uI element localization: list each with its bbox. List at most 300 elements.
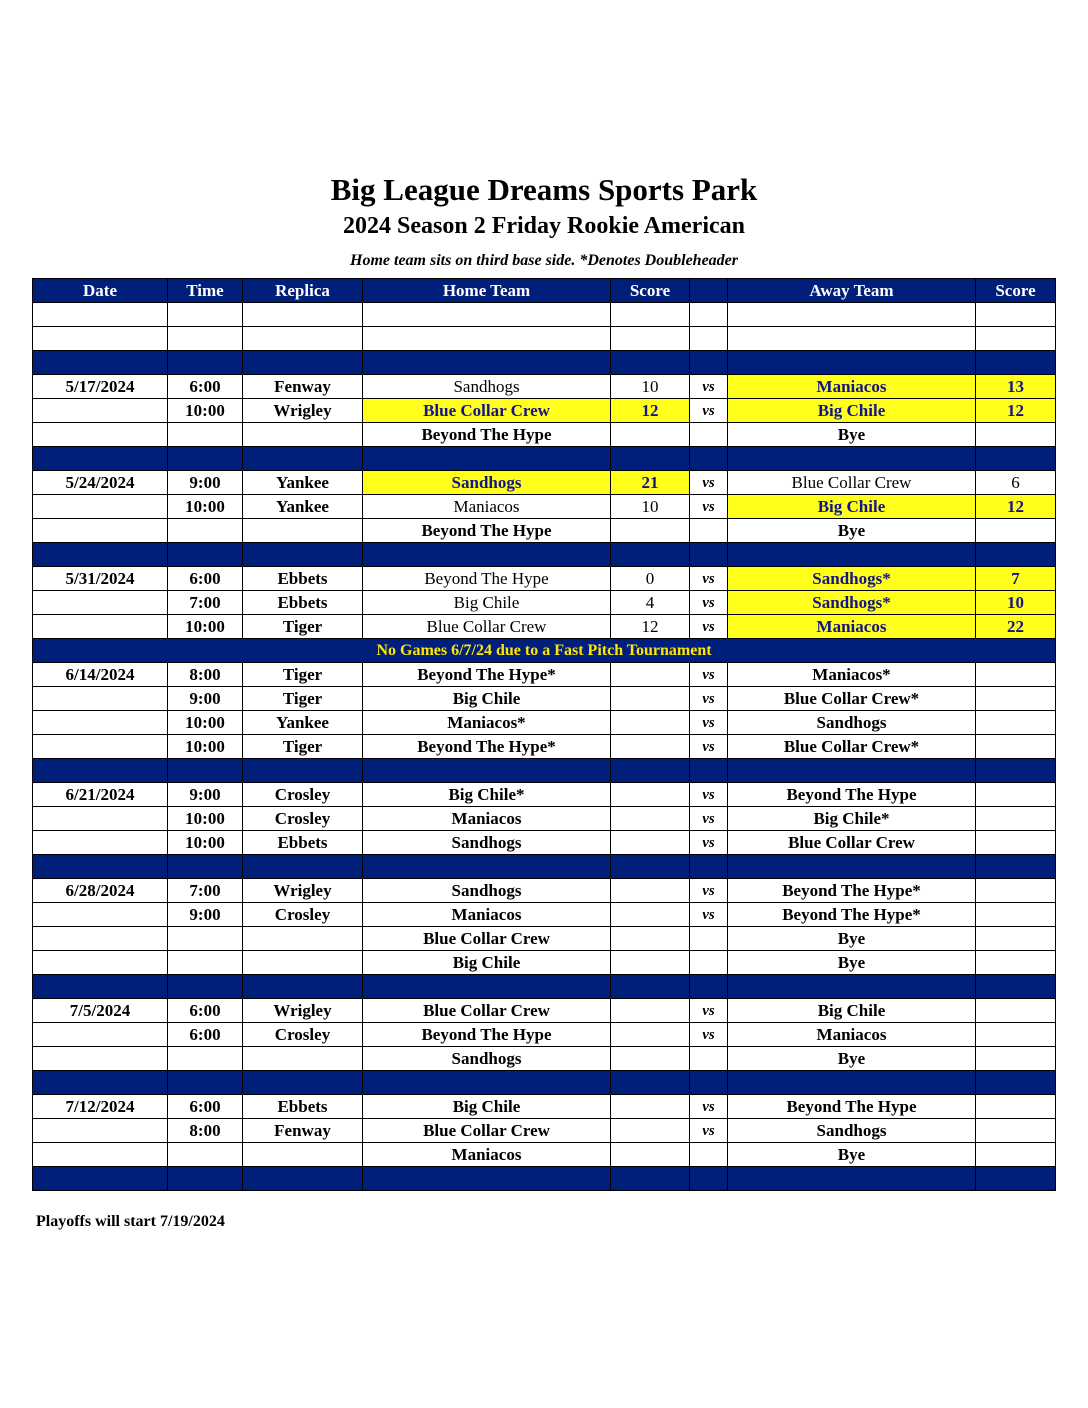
date-cell [33, 831, 168, 855]
vs-cell: vs [690, 903, 728, 927]
time-cell [168, 951, 243, 975]
home-team-cell: Big Chile [363, 591, 611, 615]
home-team-cell: Beyond The Hype [363, 519, 611, 543]
replica-cell: Fenway [243, 1119, 363, 1143]
separator-cell [243, 855, 363, 879]
vs-cell [690, 1143, 728, 1167]
separator-cell [611, 447, 690, 471]
home-team-cell: Big Chile [363, 687, 611, 711]
game-row [33, 1023, 1056, 1047]
away-team-cell: Big Chile [728, 495, 976, 519]
separator-cell [168, 1071, 243, 1095]
home-team-cell: Blue Collar Crew [363, 399, 611, 423]
blank-cell [611, 303, 690, 327]
separator-cell [243, 975, 363, 999]
home-score-cell: 10 [611, 375, 690, 399]
home-score-cell [611, 519, 690, 543]
home-score-cell: 0 [611, 567, 690, 591]
vs-cell: vs [690, 615, 728, 639]
separator-cell [33, 975, 168, 999]
away-score-cell [976, 927, 1056, 951]
blank-cell [690, 327, 728, 351]
separator-cell [976, 759, 1056, 783]
game-row [33, 1119, 1056, 1143]
vs-cell [690, 951, 728, 975]
vs-cell [690, 519, 728, 543]
home-score-cell [611, 807, 690, 831]
date-cell [33, 735, 168, 759]
separator-cell [728, 855, 976, 879]
away-score-cell [976, 951, 1056, 975]
game-row [33, 423, 1056, 447]
blank-row [33, 327, 1056, 351]
vs-cell: vs [690, 1119, 728, 1143]
notice-row [33, 639, 1056, 663]
separator-cell [690, 1167, 728, 1191]
separator-cell [690, 975, 728, 999]
home-team-cell: Sandhogs [363, 831, 611, 855]
home-score-cell [611, 711, 690, 735]
away-team-cell: Sandhogs* [728, 567, 976, 591]
separator-cell [690, 543, 728, 567]
game-row [33, 783, 1056, 807]
date-cell [33, 903, 168, 927]
replica-cell: Ebbets [243, 1095, 363, 1119]
header-row [33, 279, 1056, 303]
vs-cell [690, 1047, 728, 1071]
separator-cell [611, 1071, 690, 1095]
blank-cell [728, 327, 976, 351]
away-team-cell: Bye [728, 423, 976, 447]
home-team-cell: Sandhogs [363, 879, 611, 903]
away-team-cell: Blue Collar Crew* [728, 687, 976, 711]
replica-cell: Crosley [243, 807, 363, 831]
time-cell: 9:00 [168, 471, 243, 495]
away-team-cell: Sandhogs* [728, 591, 976, 615]
away-score-cell: 7 [976, 567, 1056, 591]
vs-cell: vs [690, 375, 728, 399]
date-cell [33, 423, 168, 447]
separator-cell [611, 543, 690, 567]
vs-cell: vs [690, 495, 728, 519]
away-score-cell [976, 1095, 1056, 1119]
date-cell: 5/17/2024 [33, 375, 168, 399]
game-row [33, 1143, 1056, 1167]
home-team-cell: Sandhogs [363, 375, 611, 399]
home-team-cell: Maniacos [363, 807, 611, 831]
time-cell: 7:00 [168, 591, 243, 615]
home-score-cell: 4 [611, 591, 690, 615]
week-separator-row [33, 447, 1056, 471]
away-team-cell: Bye [728, 1047, 976, 1071]
away-score-cell [976, 687, 1056, 711]
notice-text: No Games 6/7/24 due to a Fast Pitch Tournament [33, 639, 1056, 663]
replica-cell: Tiger [243, 663, 363, 687]
home-score-cell [611, 735, 690, 759]
home-score-cell [611, 831, 690, 855]
away-team-cell: Sandhogs [728, 711, 976, 735]
time-cell: 9:00 [168, 687, 243, 711]
separator-cell [728, 1167, 976, 1191]
away-score-cell [976, 423, 1056, 447]
separator-cell [363, 855, 611, 879]
separator-cell [611, 975, 690, 999]
date-cell: 7/12/2024 [33, 1095, 168, 1119]
page-subtitle: 2024 Season 2 Friday Rookie American [343, 213, 745, 239]
week-separator-row [33, 351, 1056, 375]
home-score-cell [611, 999, 690, 1023]
home-score-cell [611, 879, 690, 903]
separator-cell [168, 351, 243, 375]
time-cell [168, 927, 243, 951]
away-score-cell [976, 1047, 1056, 1071]
time-cell: 8:00 [168, 663, 243, 687]
home-score-cell [611, 903, 690, 927]
away-score-cell [976, 783, 1056, 807]
separator-cell [363, 447, 611, 471]
footer-note: Playoffs will start 7/19/2024 [36, 1213, 225, 1230]
blank-cell [243, 327, 363, 351]
time-cell [168, 423, 243, 447]
time-cell [168, 519, 243, 543]
replica-cell: Crosley [243, 903, 363, 927]
time-cell: 10:00 [168, 495, 243, 519]
game-row [33, 399, 1056, 423]
separator-cell [33, 447, 168, 471]
separator-cell [611, 351, 690, 375]
away-team-cell: Big Chile [728, 399, 976, 423]
separator-cell [611, 855, 690, 879]
home-score-cell: 12 [611, 399, 690, 423]
separator-cell [611, 1167, 690, 1191]
vs-cell: vs [690, 711, 728, 735]
replica-cell: Yankee [243, 471, 363, 495]
replica-cell: Ebbets [243, 591, 363, 615]
away-team-cell: Big Chile* [728, 807, 976, 831]
separator-cell [243, 1071, 363, 1095]
away-score-cell: 12 [976, 399, 1056, 423]
home-score-cell [611, 663, 690, 687]
away-score-cell [976, 1143, 1056, 1167]
home-team-cell: Blue Collar Crew [363, 1119, 611, 1143]
date-cell: 5/24/2024 [33, 471, 168, 495]
time-cell: 10:00 [168, 735, 243, 759]
time-cell: 9:00 [168, 783, 243, 807]
separator-cell [976, 855, 1056, 879]
away-score-cell: 6 [976, 471, 1056, 495]
time-cell: 6:00 [168, 1023, 243, 1047]
away-team-cell: Maniacos* [728, 663, 976, 687]
date-cell [33, 1047, 168, 1071]
away-team-cell: Beyond The Hype* [728, 879, 976, 903]
game-row [33, 927, 1056, 951]
date-cell: 5/31/2024 [33, 567, 168, 591]
col-header-time: Time [168, 279, 243, 303]
vs-cell: vs [690, 687, 728, 711]
time-cell: 10:00 [168, 711, 243, 735]
time-cell [168, 1143, 243, 1167]
away-score-cell [976, 735, 1056, 759]
date-cell: 6/14/2024 [33, 663, 168, 687]
replica-cell: Ebbets [243, 831, 363, 855]
col-header-date: Date [33, 279, 168, 303]
schedule-table [32, 278, 1056, 1191]
separator-cell [976, 351, 1056, 375]
home-score-cell [611, 687, 690, 711]
home-score-cell [611, 1143, 690, 1167]
separator-cell [243, 759, 363, 783]
away-team-cell: Blue Collar Crew* [728, 735, 976, 759]
away-score-cell [976, 663, 1056, 687]
game-row [33, 807, 1056, 831]
away-team-cell: Blue Collar Crew [728, 471, 976, 495]
separator-cell [363, 759, 611, 783]
col-header-away-team: Away Team [728, 279, 976, 303]
date-cell [33, 519, 168, 543]
away-score-cell [976, 807, 1056, 831]
col-header-replica: Replica [243, 279, 363, 303]
time-cell: 6:00 [168, 1095, 243, 1119]
time-cell: 6:00 [168, 375, 243, 399]
date-cell [33, 591, 168, 615]
time-cell [168, 1047, 243, 1071]
time-cell: 6:00 [168, 567, 243, 591]
vs-cell: vs [690, 831, 728, 855]
replica-cell: Fenway [243, 375, 363, 399]
date-cell [33, 951, 168, 975]
away-score-cell [976, 519, 1056, 543]
date-cell [33, 1143, 168, 1167]
vs-cell: vs [690, 471, 728, 495]
blank-row [33, 303, 1056, 327]
separator-cell [976, 975, 1056, 999]
away-team-cell: Blue Collar Crew [728, 831, 976, 855]
home-score-cell: 21 [611, 471, 690, 495]
separator-cell [363, 1167, 611, 1191]
home-team-cell: Maniacos [363, 903, 611, 927]
blank-cell [611, 327, 690, 351]
date-cell: 6/21/2024 [33, 783, 168, 807]
separator-cell [728, 975, 976, 999]
replica-cell [243, 951, 363, 975]
separator-cell [690, 447, 728, 471]
schedule-body [33, 303, 1056, 1191]
home-score-cell [611, 423, 690, 447]
game-row [33, 1095, 1056, 1119]
away-score-cell [976, 999, 1056, 1023]
separator-cell [363, 543, 611, 567]
separator-cell [33, 759, 168, 783]
separator-cell [976, 543, 1056, 567]
week-separator-row [33, 759, 1056, 783]
away-score-cell: 10 [976, 591, 1056, 615]
blank-cell [168, 327, 243, 351]
game-row [33, 615, 1056, 639]
vs-cell [690, 423, 728, 447]
away-team-cell: Beyond The Hype [728, 1095, 976, 1119]
away-team-cell: Beyond The Hype* [728, 903, 976, 927]
date-cell [33, 807, 168, 831]
home-team-cell: Blue Collar Crew [363, 999, 611, 1023]
away-team-cell: Maniacos [728, 375, 976, 399]
game-row [33, 735, 1056, 759]
away-score-cell [976, 831, 1056, 855]
home-team-cell: Sandhogs [363, 471, 611, 495]
separator-cell [33, 351, 168, 375]
away-team-cell: Maniacos [728, 1023, 976, 1047]
home-team-cell: Beyond The Hype [363, 423, 611, 447]
col-header-away-score: Score [976, 279, 1056, 303]
time-cell: 10:00 [168, 615, 243, 639]
separator-cell [168, 975, 243, 999]
blank-cell [33, 327, 168, 351]
game-row [33, 903, 1056, 927]
separator-cell [363, 975, 611, 999]
blank-cell [33, 303, 168, 327]
game-row [33, 567, 1056, 591]
home-team-cell: Beyond The Hype* [363, 735, 611, 759]
separator-cell [243, 1167, 363, 1191]
separator-cell [728, 1071, 976, 1095]
away-team-cell: Bye [728, 519, 976, 543]
separator-cell [611, 759, 690, 783]
replica-cell: Tiger [243, 735, 363, 759]
game-row [33, 687, 1056, 711]
vs-cell: vs [690, 783, 728, 807]
home-team-cell: Maniacos* [363, 711, 611, 735]
home-team-cell: Beyond The Hype* [363, 663, 611, 687]
col-header-home-score: Score [611, 279, 690, 303]
date-cell [33, 711, 168, 735]
separator-cell [690, 351, 728, 375]
date-cell: 6/28/2024 [33, 879, 168, 903]
separator-cell [243, 447, 363, 471]
separator-cell [363, 1071, 611, 1095]
date-cell [33, 615, 168, 639]
away-score-cell [976, 711, 1056, 735]
date-cell [33, 495, 168, 519]
home-score-cell: 10 [611, 495, 690, 519]
away-team-cell: Bye [728, 1143, 976, 1167]
game-row [33, 591, 1056, 615]
vs-cell: vs [690, 567, 728, 591]
time-cell: 8:00 [168, 1119, 243, 1143]
away-team-cell: Bye [728, 951, 976, 975]
separator-cell [728, 351, 976, 375]
separator-cell [33, 855, 168, 879]
away-score-cell: 13 [976, 375, 1056, 399]
time-cell: 7:00 [168, 879, 243, 903]
game-row [33, 471, 1056, 495]
week-separator-row [33, 1167, 1056, 1191]
home-score-cell [611, 1047, 690, 1071]
separator-cell [168, 1167, 243, 1191]
time-cell: 10:00 [168, 399, 243, 423]
away-team-cell: Sandhogs [728, 1119, 976, 1143]
date-cell [33, 1023, 168, 1047]
away-team-cell: Bye [728, 927, 976, 951]
home-team-cell: Sandhogs [363, 1047, 611, 1071]
game-row [33, 1047, 1056, 1071]
vs-cell: vs [690, 1023, 728, 1047]
week-separator-row [33, 855, 1056, 879]
replica-cell [243, 423, 363, 447]
away-score-cell: 22 [976, 615, 1056, 639]
away-score-cell [976, 879, 1056, 903]
date-cell [33, 687, 168, 711]
vs-cell: vs [690, 999, 728, 1023]
date-cell [33, 927, 168, 951]
col-header-vs [690, 279, 728, 303]
home-team-cell: Maniacos [363, 1143, 611, 1167]
home-team-cell: Big Chile [363, 1095, 611, 1119]
col-header-home-team: Home Team [363, 279, 611, 303]
week-separator-row [33, 1071, 1056, 1095]
blank-cell [690, 303, 728, 327]
page-title: Big League Dreams Sports Park [330, 172, 758, 207]
replica-cell: Yankee [243, 495, 363, 519]
away-score-cell: 12 [976, 495, 1056, 519]
separator-cell [976, 1167, 1056, 1191]
separator-cell [33, 543, 168, 567]
separator-cell [33, 1167, 168, 1191]
away-team-cell: Beyond The Hype [728, 783, 976, 807]
replica-cell: Wrigley [243, 879, 363, 903]
home-score-cell [611, 951, 690, 975]
blank-cell [976, 303, 1056, 327]
time-cell: 6:00 [168, 999, 243, 1023]
separator-cell [168, 447, 243, 471]
home-team-cell: Beyond The Hype [363, 567, 611, 591]
home-score-cell [611, 1023, 690, 1047]
game-row [33, 711, 1056, 735]
header-note: Home team sits on third base side. *Denotes Doubleheader [350, 252, 738, 269]
game-row [33, 663, 1056, 687]
replica-cell: Tiger [243, 615, 363, 639]
separator-cell [728, 759, 976, 783]
date-cell [33, 1119, 168, 1143]
home-score-cell [611, 927, 690, 951]
away-team-cell: Maniacos [728, 615, 976, 639]
replica-cell: Wrigley [243, 399, 363, 423]
separator-cell [33, 1071, 168, 1095]
separator-cell [728, 447, 976, 471]
home-team-cell: Beyond The Hype [363, 1023, 611, 1047]
vs-cell: vs [690, 663, 728, 687]
separator-cell [168, 543, 243, 567]
time-cell: 10:00 [168, 831, 243, 855]
vs-cell: vs [690, 1095, 728, 1119]
blank-cell [243, 303, 363, 327]
blank-cell [976, 327, 1056, 351]
game-row [33, 495, 1056, 519]
week-separator-row [33, 975, 1056, 999]
away-score-cell [976, 1023, 1056, 1047]
week-separator-row [33, 543, 1056, 567]
game-row [33, 375, 1056, 399]
vs-cell: vs [690, 591, 728, 615]
blank-cell [168, 303, 243, 327]
vs-cell: vs [690, 807, 728, 831]
separator-cell [363, 351, 611, 375]
separator-cell [728, 543, 976, 567]
home-team-cell: Blue Collar Crew [363, 927, 611, 951]
game-row [33, 879, 1056, 903]
game-row [33, 519, 1056, 543]
replica-cell: Yankee [243, 711, 363, 735]
home-score-cell [611, 783, 690, 807]
separator-cell [243, 543, 363, 567]
